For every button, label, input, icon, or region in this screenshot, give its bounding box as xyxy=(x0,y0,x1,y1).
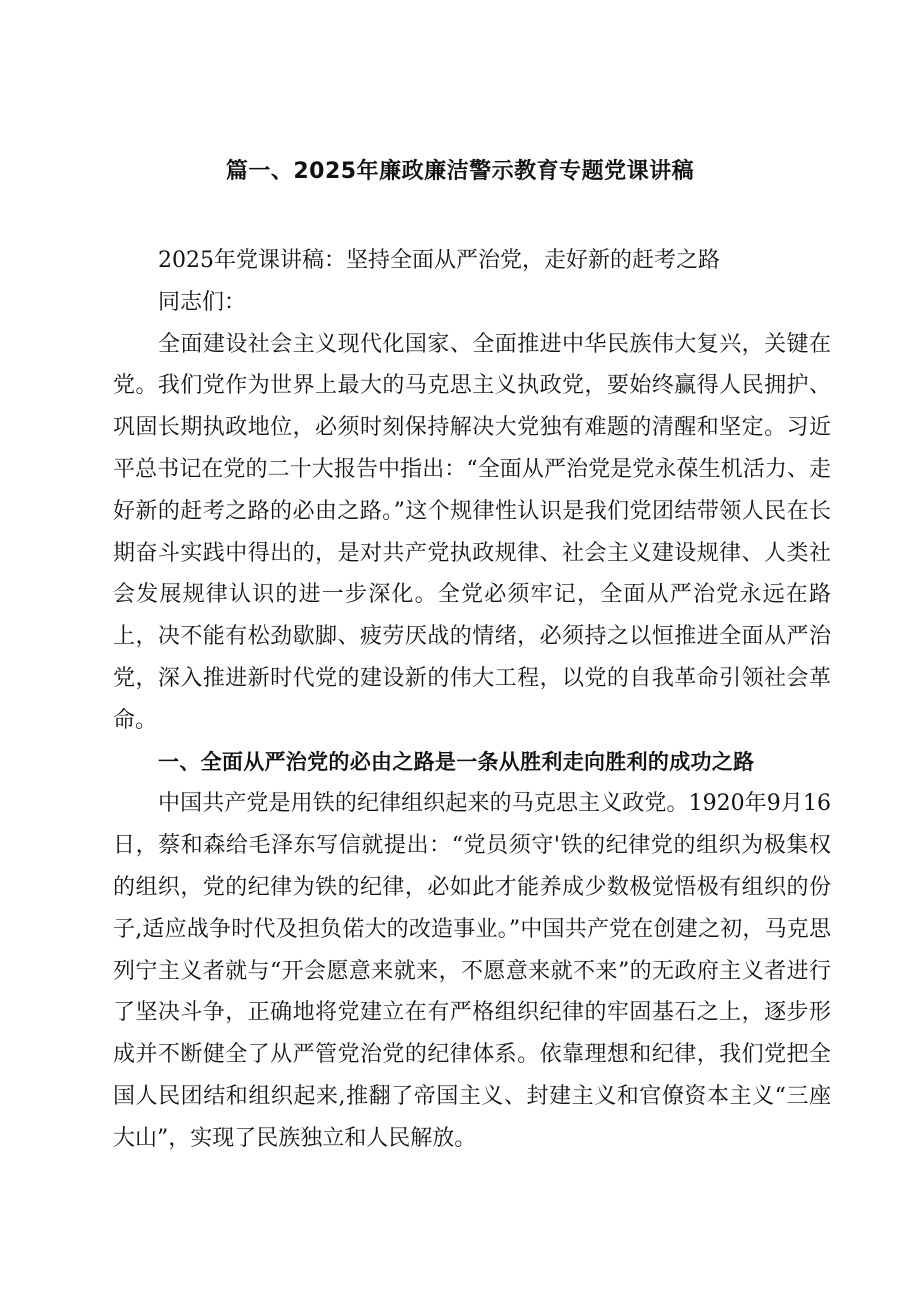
document-body xyxy=(113,240,831,1160)
paragraph-intro: 全面建设社会主义现代化国家、全面推进中华民族伟大复兴，关键在党。我们党作为世界上最大的马克思主义执政党，要始终赢得人民拥护、巩固长期执政地位，必须时刻保持解决大党独有难题的清醒和坚定。习近平总书记在党的二十大报告中指出：“全面从严治党是党永葆生机活力、走好新的赶考之路的必由之路。”这个规律性认识是我们党团结带领人民在长期奋斗实践中得出的，是对共产党执政规律、社会主义建设规律、人类社会发展规律认识的进一步深化。全党必须牢记，全面从严治党永远在路上，决不能有松劲歇脚、疲劳厌战的情绪，必须持之以恒推进全面从严治党，深入推进新时代党的建设新的伟大工程，以党的自我革命引领社会革命。 xyxy=(113,331,831,733)
document-subtitle: 2025年党课讲稿：坚持全面从严治党，走好新的赶考之路 xyxy=(158,248,720,273)
section-heading-1: 一、全面从严治党的必由之路是一条从胜利走向胜利的成功之路 xyxy=(158,749,755,774)
paragraph-discipline: 中国共产党是用铁的纪律组织起来的马克思主义政党。1920年9月16日，蔡和森给毛泽东写信就提出：“党员须守'铁的纪律党的组织为极集权的组织，党的纪律为铁的纪律，必如此才能养成少数极觉悟极有组织的份子,适应战争时代及担负偌大的改造事业。”中国共产党在创建之初，马克思列宁主义者就与“开会愿意来就来，不愿意来就不来”的无政府主义者进行了坚决斗争，正确地将党建立在有严格组织纪律的牢固基石之上，逐步形成并不断健全了从严管党治党的纪律体系。依靠理想和纪律，我们党把全国人民团结和组织起来,推翻了帝国主义、封建主义和官僚资本主义“三座大山”，实现了民族独立和人民解放。 xyxy=(113,791,831,1151)
document-title: 篇一、2025年廉政廉洁警示教育专题党课讲稿 xyxy=(225,159,695,184)
salutation: 同志们： xyxy=(158,289,247,315)
